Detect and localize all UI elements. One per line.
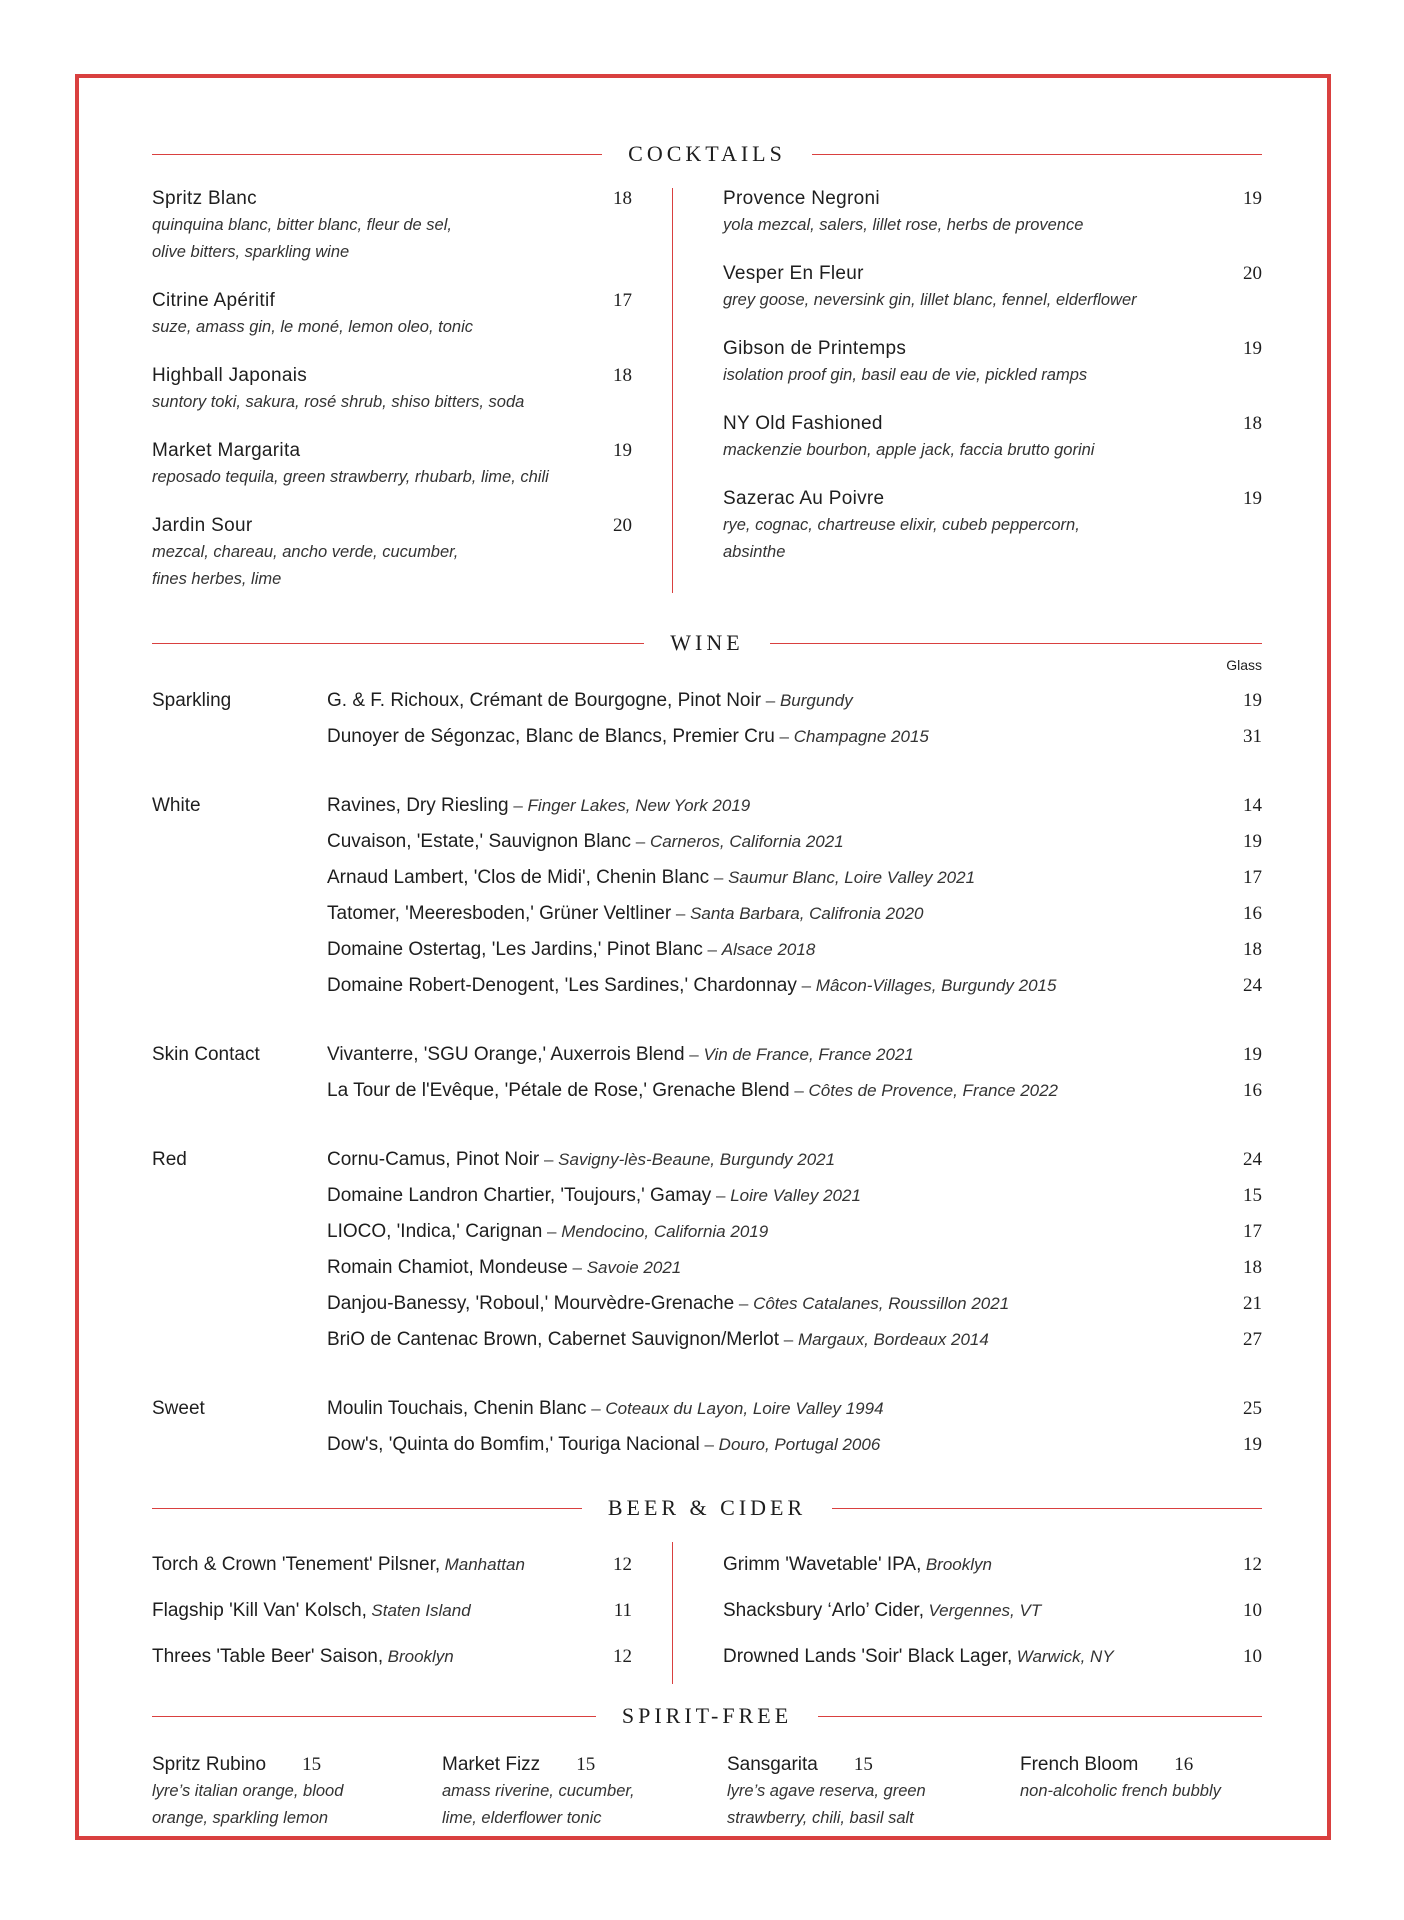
wine-region: Savigny-lès-Beaune, Burgundy 2021 [558,1150,836,1169]
beer-row [723,1634,1262,1680]
spirit-free-price: 15 [853,1754,873,1775]
wine-row [327,1286,1262,1322]
beer-location: Vergennes, VT [928,1601,1042,1620]
cocktail-name: NY Old Fashioned [723,413,883,434]
cocktail-ingredients: rye, cognac, chartreuse elixir, cubeb peppercorn, absinthe [723,516,1080,561]
cocktail-line [723,263,1262,285]
wine-name: Romain Chamiot, Mondeuse [327,1257,568,1278]
wine-label [327,1214,768,1250]
beer-left-column [152,1542,672,1684]
beer-columns [152,1542,1262,1684]
wine-list [152,683,1262,1463]
wine-region: Côtes de Provence, France 2022 [808,1081,1059,1100]
cocktail-name: Vesper En Fleur [723,263,864,284]
wine-category: Sweet [152,1398,205,1419]
wine-group [152,788,1262,1004]
beer-name: Grimm 'Wavetable' IPA, [723,1554,922,1575]
dash-separator: – [774,727,794,746]
spirit-free-item [1020,1754,1262,1832]
dash-separator: – [796,976,816,995]
beer-name: Shacksbury ‘Arlo’ Cider, [723,1600,924,1621]
wine-region: Mendocino, California 2019 [561,1222,769,1241]
cocktail-name: Market Margarita [152,440,301,461]
beer-row [152,1634,632,1680]
dash-separator: – [789,1081,809,1100]
cocktail-line [152,440,632,462]
wine-row [327,1214,1262,1250]
cocktail-name: Spritz Blanc [152,188,257,209]
wine-group [152,1391,1262,1463]
spirit-free-list [152,1754,1262,1832]
beer-row [723,1588,1262,1634]
wine-row [327,824,1262,860]
dash-separator: – [542,1222,562,1241]
menu-frame [75,74,1331,1840]
wine-label [327,968,1056,1004]
wine-row [327,1037,1262,1073]
spirit-free-line [442,1754,707,1776]
wine-label [327,1427,880,1463]
cocktail-price: 17 [613,290,632,311]
cocktail-item [723,263,1262,314]
wine-name: Dunoyer de Ségonzac, Blanc de Blancs, Premier Cru [327,726,775,747]
wine-row [327,1250,1262,1286]
wine-region: Vin de France, France 2021 [703,1045,914,1064]
spirit-free-ingredients: lyre’s agave reserva, green strawberry, chili, basil salt [727,1782,926,1827]
cocktail-price: 19 [1243,488,1262,509]
cocktail-item [152,365,632,416]
wine-region: Alsace 2018 [721,940,816,959]
spirit-free-line [727,1754,1000,1776]
beer-location: Brooklyn [925,1555,992,1574]
wine-group [152,1037,1262,1109]
spirit-free-price: 16 [1174,1754,1194,1775]
dash-separator: – [567,1258,587,1277]
dash-separator: – [709,868,729,887]
dash-separator: – [631,832,650,851]
wine-name: Ravines, Dry Riesling [327,795,509,816]
cocktail-ingredients: yola mezcal, salers, lillet rose, herbs de provence [723,216,1084,234]
wine-price: 17 [1243,867,1262,888]
spirit-free-price: 15 [576,1754,596,1775]
wine-region: Santa Barbara, Califronia 2020 [690,904,924,923]
beer-name: Torch & Crown 'Tenement' Pilsner, [152,1554,441,1575]
wine-price: 21 [1243,1293,1262,1314]
wine-title: WINE [670,630,744,655]
wine-label [327,788,750,824]
wine-name: Arnaud Lambert, 'Clos de Midi', Chenin Blanc [327,867,710,888]
cocktails-left-column [152,188,672,617]
wine-name: Cornu-Camus, Pinot Noir [327,1149,540,1170]
cocktails-right-column [673,188,1262,617]
wine-label [327,683,853,719]
spirit-free-ingredients: non-alcoholic french bubbly [1020,1782,1221,1800]
wine-label [327,932,815,968]
wine-price: 19 [1243,690,1262,711]
beer-label [723,1588,1041,1634]
wine-row [327,896,1262,932]
wine-price: 14 [1243,795,1262,816]
wine-region: Côtes Catalanes, Roussillon 2021 [753,1294,1010,1313]
beer-name: Threes 'Table Beer' Saison, [152,1646,384,1667]
beer-price: 12 [1243,1554,1262,1575]
wine-price: 19 [1243,1434,1262,1455]
cocktail-price: 18 [613,365,632,386]
cocktail-item [723,413,1262,464]
cocktail-price: 19 [1243,188,1262,209]
cocktail-price: 19 [613,440,632,461]
beer-name: Drowned Lands 'Soir' Black Lager, [723,1646,1013,1667]
beer-location: Staten Island [371,1601,471,1620]
wine-items [327,683,1262,755]
wine-price: 19 [1243,831,1262,852]
cocktail-ingredients: suze, amass gin, le moné, lemon oleo, tonic [152,318,474,336]
cocktail-price: 18 [1243,413,1262,434]
wine-items [327,788,1262,1004]
beer-label [723,1634,1114,1680]
wine-price: 17 [1243,1221,1262,1242]
wine-price: 18 [1243,939,1262,960]
wine-name: Danjou-Banessy, 'Roboul,' Mourvèdre-Grenache [327,1293,735,1314]
wine-price: 19 [1243,1044,1262,1065]
wine-group [152,1142,1262,1358]
wine-region: Finger Lakes, New York 2019 [527,796,751,815]
beer-row [152,1542,632,1588]
wine-group [152,683,1262,755]
spirit-free-name: French Bloom [1020,1754,1139,1775]
wine-label [327,719,929,755]
cocktail-ingredients: quinquina blanc, bitter blanc, fleur de sel, olive bitters, sparkling wine [152,216,452,261]
wine-row [327,968,1262,1004]
wine-price: 27 [1243,1329,1262,1350]
cocktail-item [723,338,1262,389]
wine-region: Douro, Portugal 2006 [718,1435,881,1454]
wine-row [327,1391,1262,1427]
cocktail-line [152,515,632,537]
wine-label [327,1178,861,1214]
cocktail-price: 19 [1243,338,1262,359]
cocktail-price: 20 [613,515,632,536]
header-rule [770,643,1262,644]
cocktail-ingredients: isolation proof gin, basil eau de vie, pickled ramps [723,366,1088,384]
header-rule [152,1716,596,1717]
cocktail-line [723,488,1262,510]
wine-row [327,932,1262,968]
spirit-free-line [152,1754,422,1776]
beer-name: Flagship 'Kill Van' Kolsch, [152,1600,367,1621]
beer-label [152,1542,525,1588]
header-rule [812,154,1262,155]
cocktail-line [152,365,632,387]
wine-price: 18 [1243,1257,1262,1278]
spirit-free-name: Sansgarita [727,1754,818,1775]
wine-price: 15 [1243,1185,1262,1206]
dash-separator: – [734,1294,754,1313]
wine-items [327,1142,1262,1358]
wine-name: G. & F. Richoux, Crémant de Bourgogne, Pinot Noir [327,690,762,711]
wine-region: Coteaux du Layon, Loire Valley 1994 [605,1399,884,1418]
cocktail-name: Jardin Sour [152,515,253,536]
dash-separator: – [586,1399,606,1418]
cocktail-item [723,188,1262,239]
cocktail-item [152,290,632,341]
spirit-free-title: SPIRIT-FREE [621,1703,793,1728]
beer-label [152,1588,471,1634]
wine-name: Vivanterre, 'SGU Orange,' Auxerrois Blend [327,1044,685,1065]
wine-row [327,719,1262,755]
cocktail-name: Citrine Apéritif [152,290,276,311]
beer-label [723,1542,992,1588]
beer-label [152,1634,454,1680]
wine-label [327,824,844,860]
cocktail-item [152,188,632,266]
wine-row [327,860,1262,896]
beer-title: BEER & CIDER [607,1495,807,1520]
cocktail-ingredients: mackenzie bourbon, apple jack, faccia brutto gorini [723,441,1095,459]
wine-price: 24 [1243,1149,1262,1170]
cocktail-price: 18 [613,188,632,209]
wine-row [327,683,1262,719]
header-rule [152,1508,582,1509]
wine-row [327,788,1262,824]
wine-name: Cuvaison, 'Estate,' Sauvignon Blanc [327,831,632,852]
wine-label [327,1073,1058,1109]
cocktail-line [723,188,1262,210]
dash-separator: – [779,1330,798,1349]
header-rule [152,154,602,155]
beer-location: Brooklyn [387,1647,454,1666]
wine-row [327,1073,1262,1109]
cocktail-name: Gibson de Printemps [723,338,907,359]
wine-name: Tatomer, 'Meeresboden,' Grüner Veltliner [327,903,672,924]
header-rule [818,1716,1262,1717]
wine-label [327,1142,835,1178]
spirit-free-line [1020,1754,1262,1776]
spirit-free-name: Spritz Rubino [152,1754,267,1775]
cocktail-item [152,515,632,593]
dash-separator: – [699,1435,719,1454]
cocktail-ingredients: grey goose, neversink gin, lillet blanc, fennel, elderflower [723,291,1137,309]
wine-region: Loire Valley 2021 [730,1186,861,1205]
wine-name: La Tour de l'Evêque, 'Pétale de Rose,' Grenache Blend [327,1080,790,1101]
dash-separator: – [671,904,691,923]
spirit-free-ingredients: amass riverine, cucumber, lime, elderflower tonic [442,1782,635,1827]
wine-name: Domaine Robert-Denogent, 'Les Sardines,' Chardonnay [327,975,797,996]
dash-separator: – [684,1045,704,1064]
header-rule [152,643,644,644]
cocktail-name: Highball Japonais [152,365,308,386]
wine-region: Margaux, Bordeaux 2014 [797,1330,989,1349]
cocktail-item [152,440,632,491]
wine-category: Sparkling [152,690,232,711]
beer-price: 10 [1243,1600,1262,1621]
cocktails-title: COCKTAILS [628,141,786,166]
spirit-free-ingredients: lyre’s italian orange, blood orange, sparkling lemon [152,1782,344,1827]
cocktail-line [723,338,1262,360]
dash-separator: – [508,796,528,815]
beer-price: 11 [613,1600,632,1621]
wine-region: Champagne 2015 [793,727,929,746]
spirit-free-name: Market Fizz [442,1754,541,1775]
wine-label [327,896,924,932]
wine-region: Carneros, California 2021 [649,832,844,851]
wine-label [327,1250,681,1286]
wine-name: Dow's, 'Quinta do Bomfim,' Touriga Nacional [327,1434,700,1455]
wine-label [327,1391,884,1427]
wine-region: Savoie 2021 [586,1258,682,1277]
wine-row [327,1427,1262,1463]
wine-category: Skin Contact [152,1044,260,1065]
wine-category: Red [152,1149,187,1170]
cocktail-ingredients: reposado tequila, green strawberry, rhubarb, lime, chili [152,468,549,486]
wine-row [327,1142,1262,1178]
spirit-free-item [152,1754,442,1832]
beer-row [152,1588,632,1634]
cocktail-line [152,188,632,210]
wine-name: BriO de Cantenac Brown, Cabernet Sauvignon/Merlot [327,1329,780,1350]
wine-price: 24 [1243,975,1262,996]
beer-location: Warwick, NY [1016,1647,1114,1666]
beer-row [723,1542,1262,1588]
spirit-free-item [727,1754,1020,1832]
wine-name: Domaine Ostertag, 'Les Jardins,' Pinot Blanc [327,939,703,960]
cocktail-price: 20 [1243,263,1262,284]
wine-label [327,1037,914,1073]
cocktail-name: Sazerac Au Poivre [723,488,885,509]
cocktail-line [152,290,632,312]
wine-name: LIOCO, 'Indica,' Carignan [327,1221,543,1242]
wine-row [327,1322,1262,1358]
dash-separator: – [702,940,722,959]
wine-label [327,860,975,896]
spirit-free-item [442,1754,727,1832]
beer-price: 10 [1243,1646,1262,1667]
wine-name: Domaine Landron Chartier, 'Toujours,' Gamay [327,1185,712,1206]
cocktail-ingredients: mezcal, chareau, ancho verde, cucumber, fines herbes, lime [152,543,459,588]
wine-region: Mâcon-Villages, Burgundy 2015 [815,976,1057,995]
cocktails-columns [152,188,1262,617]
beer-right-column [673,1542,1262,1684]
wine-price: 25 [1243,1398,1262,1419]
wine-category: White [152,795,201,816]
wine-region: Saumur Blanc, Loire Valley 2021 [728,868,976,887]
cocktail-line [723,413,1262,435]
beer-location: Manhattan [444,1555,525,1574]
spirit-free-header [152,1694,1262,1738]
beer-price: 12 [613,1646,632,1667]
wine-label [327,1286,1009,1322]
beer-price: 12 [613,1554,632,1575]
wine-price: 16 [1243,903,1262,924]
wine-label [327,1322,989,1358]
dash-separator: – [539,1150,559,1169]
header-rule [832,1508,1262,1509]
wine-price: 31 [1243,726,1262,747]
wine-name: Moulin Touchais, Chenin Blanc [327,1398,587,1419]
menu-content [152,132,1262,1832]
cocktail-item [723,488,1262,566]
cocktail-name: Provence Negroni [723,188,880,209]
beer-header [152,1486,1262,1530]
glass-label: Glass [1226,657,1262,673]
wine-row [327,1178,1262,1214]
wine-price: 16 [1243,1080,1262,1101]
spirit-free-price: 15 [302,1754,322,1775]
cocktails-header [152,132,1262,176]
wine-items [327,1391,1262,1463]
cocktail-ingredients: suntory toki, sakura, rosé shrub, shiso bitters, soda [152,393,525,411]
dash-separator: – [711,1186,731,1205]
wine-items [327,1037,1262,1109]
dash-separator: – [761,691,780,710]
wine-region: Burgundy [779,691,853,710]
